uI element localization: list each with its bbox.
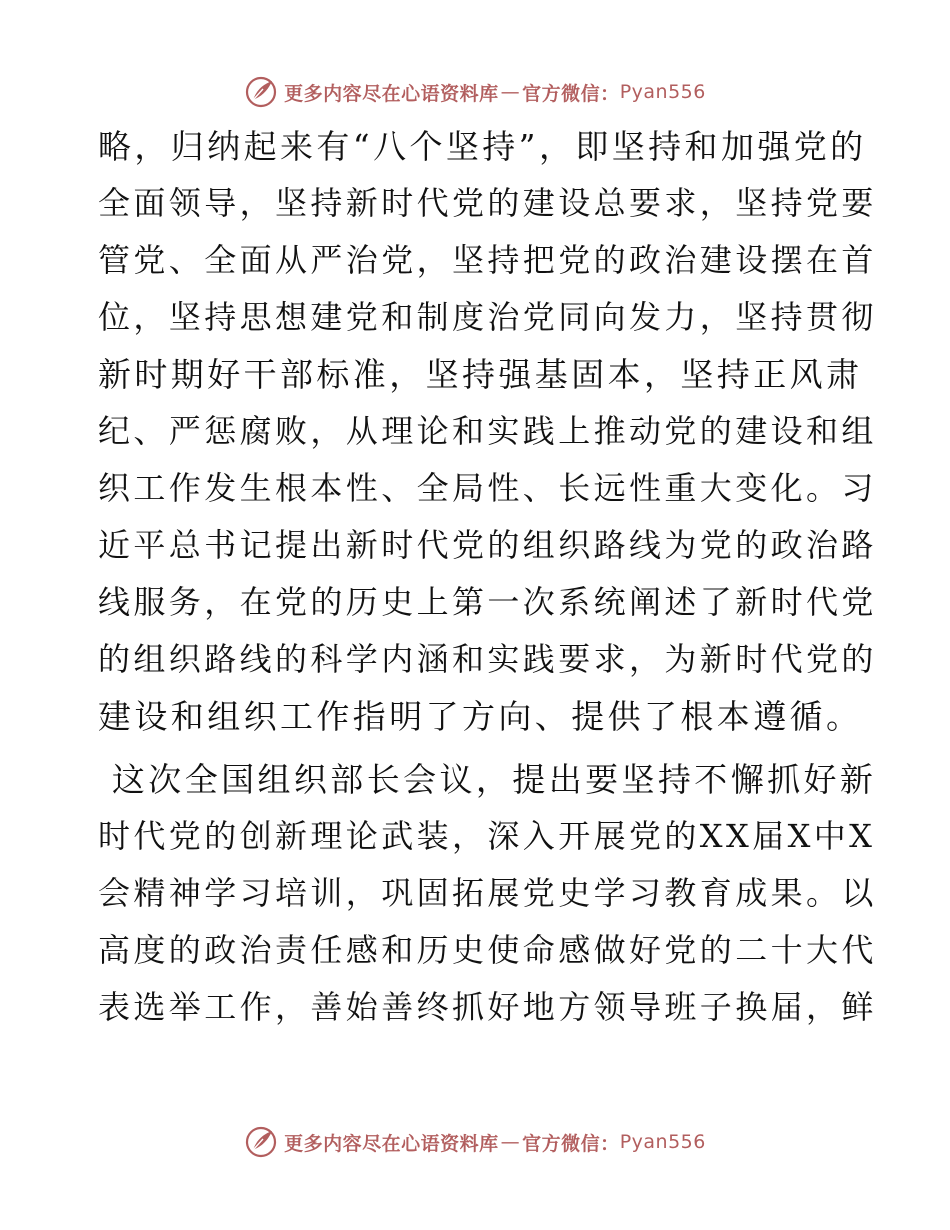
text-line: 建设和组织工作指明了方向、提供了根本遵循。	[98, 697, 863, 736]
footer-watermark	[0, 1122, 950, 1162]
text-line: 的组织路线的科学内涵和实践要求，为新时代党的	[98, 640, 877, 678]
feather-pen-logo-icon	[244, 75, 278, 109]
text-line: 线服务，在党的历史上第一次系统阐述了新时代党	[98, 583, 877, 621]
text-line: 这次全国组织部长会议，提出要坚持不懈抓好新	[98, 760, 877, 799]
text-line: 位，坚持思想建党和制度治党同向发力，坚持贯彻	[98, 298, 877, 336]
text-line: 表选举工作，善始善终抓好地方领导班子换届，鲜	[98, 988, 877, 1026]
document-body	[98, 118, 877, 1036]
watermark-dash: —	[500, 1131, 521, 1153]
text-line: 织工作发生根本性、全局性、长远性重大变化。习	[98, 469, 877, 507]
text-line: 略，归纳起来有“八个坚持”，即坚持和加强党的	[98, 127, 867, 166]
watermark-wechat-label: 官方微信：	[522, 82, 620, 105]
text-line: 全面领导，坚持新时代党的建设总要求，坚持党要	[98, 184, 877, 222]
text-line: 时代党的创新理论武装，深入开展党的XX届X中X	[98, 817, 876, 855]
paragraph-2	[98, 751, 877, 1036]
header-watermark	[0, 72, 950, 112]
watermark-wechat-id: Pyan556	[619, 81, 706, 103]
text-line: 高度的政治责任感和历史使命感做好党的二十大代	[98, 931, 877, 969]
text-line: 新时期好干部标准，坚持强基固本，坚持正风肃	[98, 355, 863, 394]
watermark-wechat-label: 官方微信：	[522, 1132, 620, 1155]
text-line: 会精神学习培训，巩固拓展党史学习教育成果。以	[98, 874, 877, 912]
watermark-dash: —	[500, 81, 521, 103]
watermark-wechat-id: Pyan556	[619, 1131, 706, 1153]
feather-pen-logo-icon	[244, 1125, 278, 1159]
text-line: 近平总书记提出新时代党的组织路线为党的政治路	[98, 526, 877, 564]
paragraph-1	[98, 118, 877, 745]
watermark-text: 更多内容尽在心语资料库	[284, 1132, 499, 1155]
text-line: 纪、严惩腐败，从理论和实践上推动党的建设和组	[98, 412, 877, 450]
watermark-text: 更多内容尽在心语资料库	[284, 82, 499, 105]
text-line: 管党、全面从严治党，坚持把党的政治建设摆在首	[98, 241, 877, 279]
